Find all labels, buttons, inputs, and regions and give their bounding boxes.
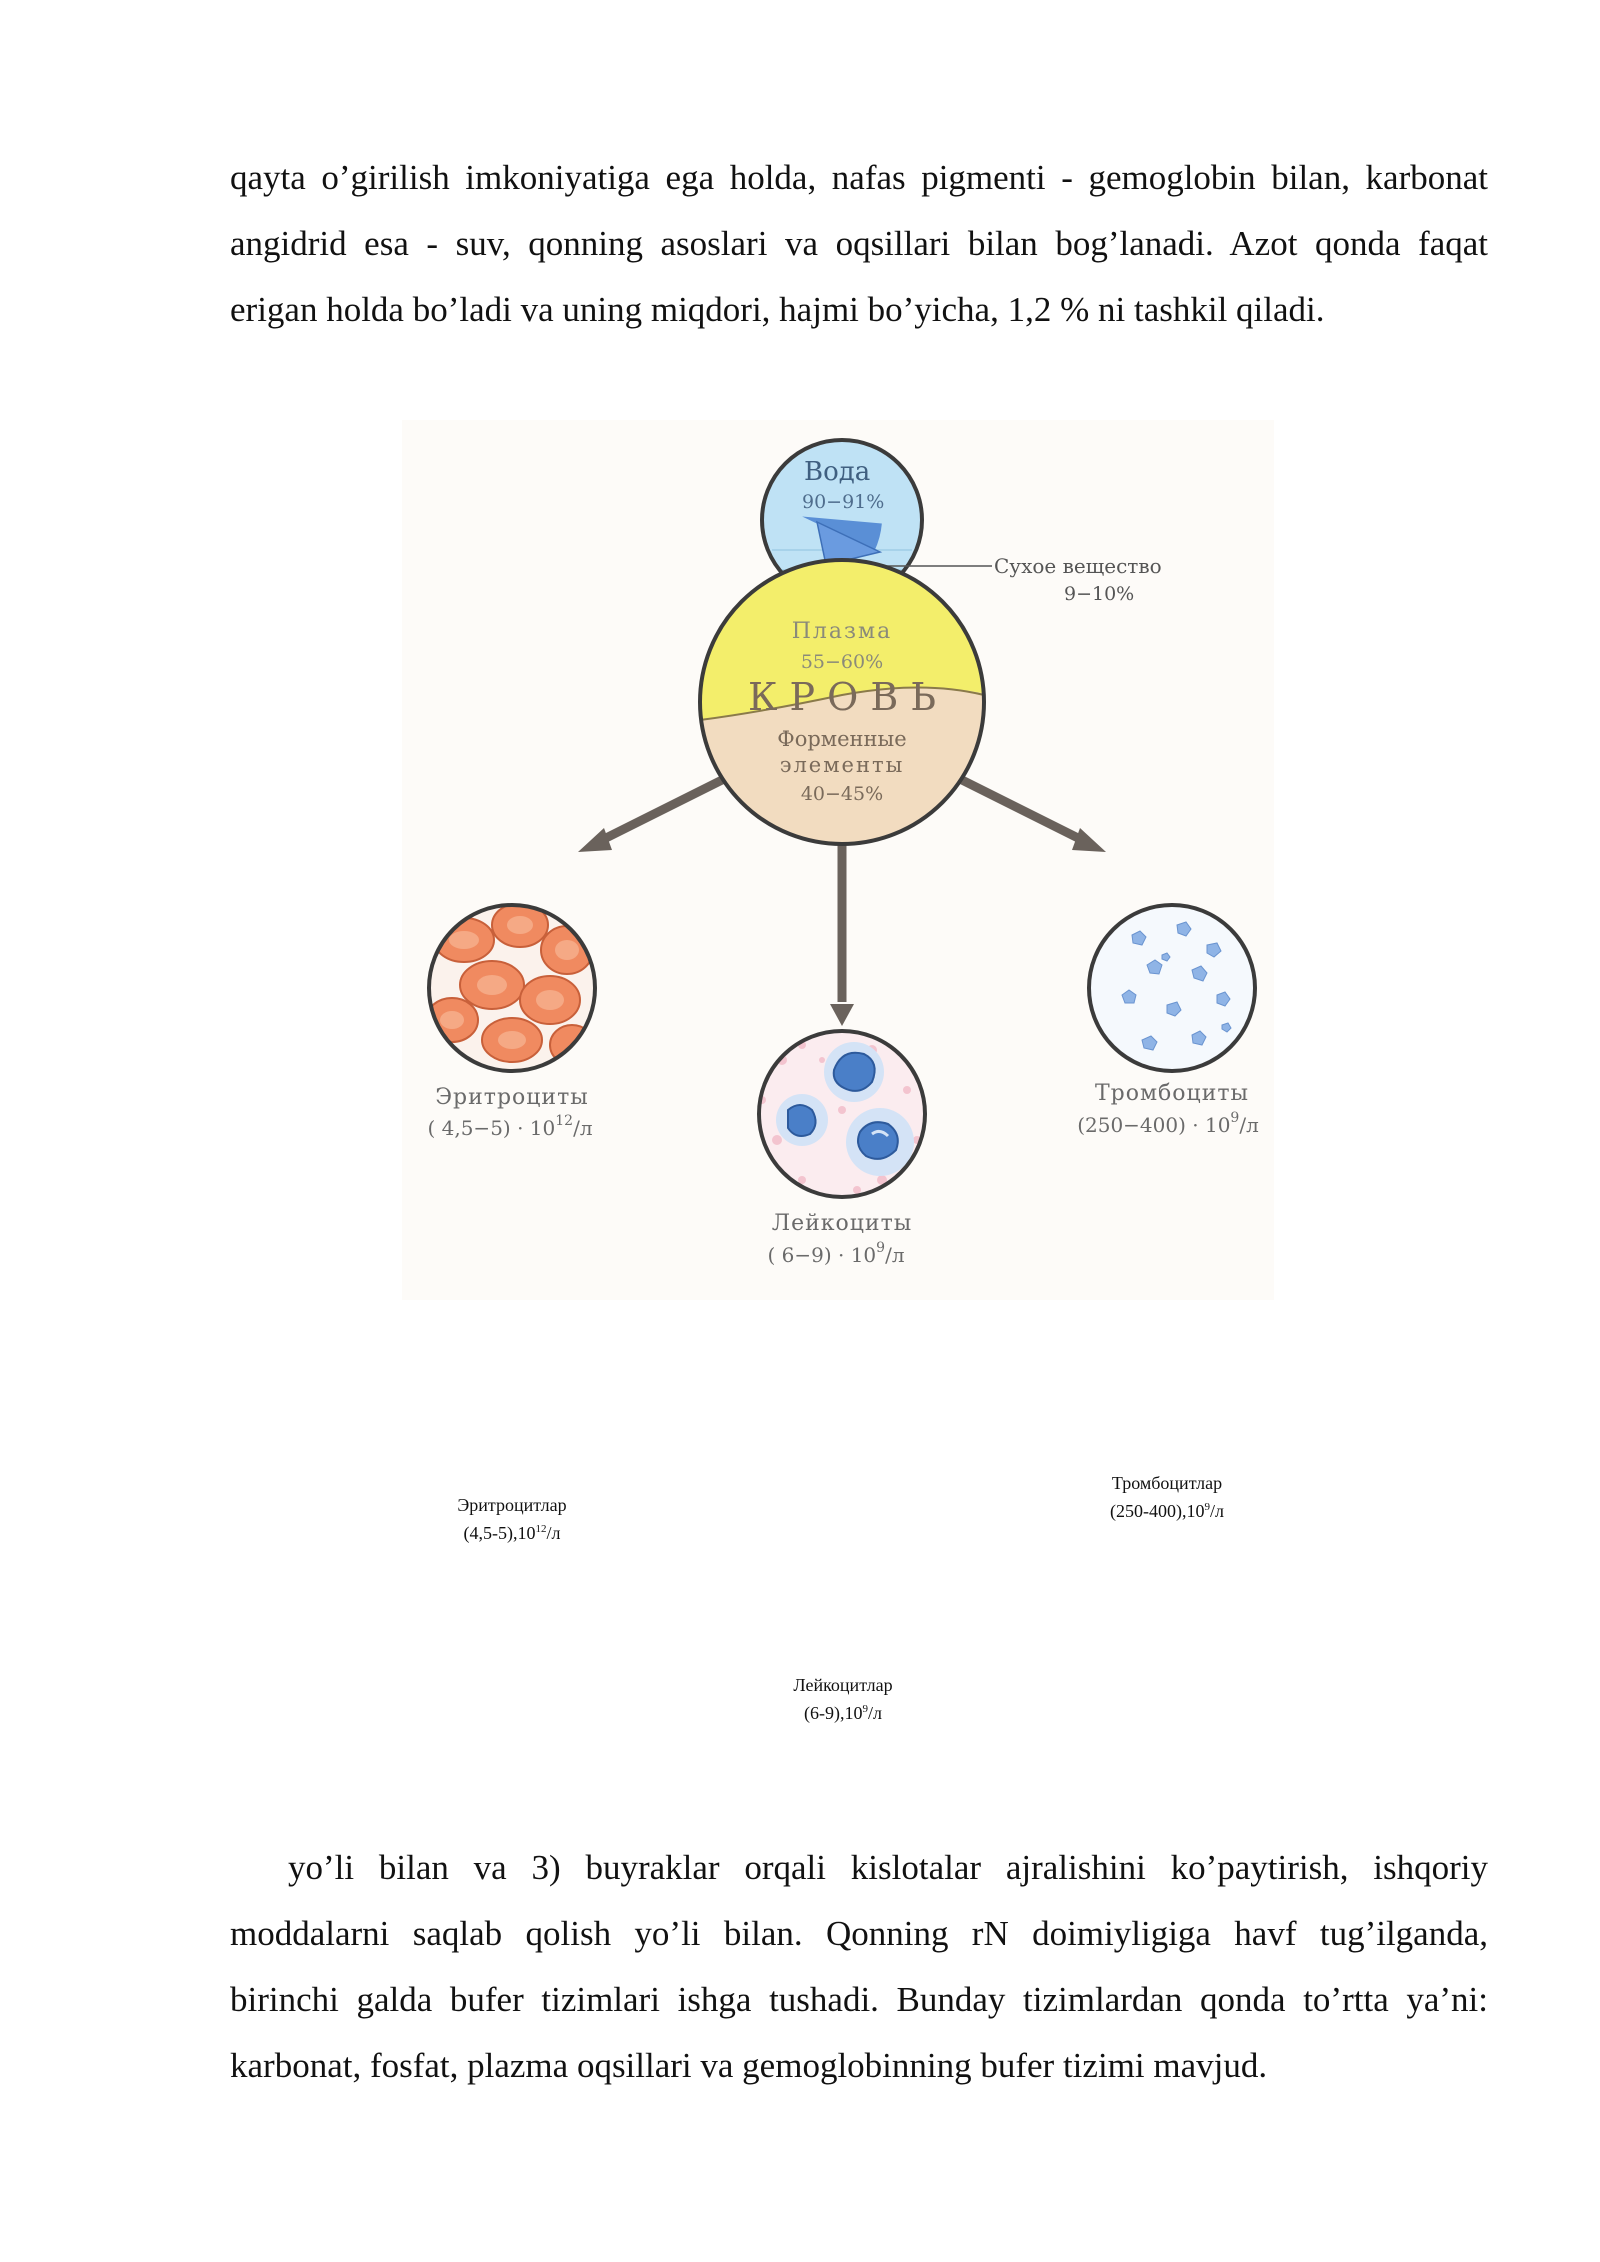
blood-composition-diagram — [402, 420, 1274, 1300]
top-paragraph — [230, 145, 1488, 343]
text-line: karbonat, fosfat, plazma oqsillari va gemoglobinning bufer tizimi mavjud. — [230, 2046, 1268, 2085]
arrowhead-erythrocytes — [578, 828, 612, 852]
thrombocytes-value: $(250-400) \cdot 10^9/л$ — [1077, 1110, 1259, 1137]
caption-erythrocytes-title: Эритроцитлар — [457, 1495, 567, 1515]
thrombocytes-label: Тромбоциты — [1094, 1081, 1250, 1106]
plasma-value: 55−60% — [800, 651, 884, 673]
caption-erythrocytes — [382, 1493, 642, 1545]
water-value: 90−91% — [802, 491, 885, 513]
caption-thrombocytes-value: $(250-400),10^9/л$ — [1110, 1501, 1224, 1521]
caption-leukocytes — [713, 1673, 973, 1725]
plasma-label: Плазма — [791, 619, 893, 644]
blood-label: К Р О В Ь — [748, 675, 936, 719]
dry-matter-value: 9−10% — [1064, 583, 1135, 605]
text-line: moddalarni saqlab qolish yo’li bilan. Qonning rN doimiyligiga havf tug’ilganda, — [230, 1914, 1488, 1953]
caption-leukocytes-value: $(6-9),10^9/л$ — [804, 1703, 882, 1723]
arrowhead-leukocytes — [830, 1004, 854, 1026]
leukocytes-circle — [758, 1031, 925, 1197]
leukocytes-label: Лейкоциты — [771, 1211, 913, 1236]
caption-thrombocytes — [1037, 1471, 1297, 1523]
text-line: angidrid esa - suv, qonning asoslari va oqsillari bilan bog’lanadi. Azot qonda faqat — [230, 224, 1488, 263]
water-label: Вода — [804, 457, 871, 487]
blood-composition-figure — [402, 420, 1274, 1300]
text-line: yo’li bilan va 3) buyraklar orqali kislotalar ajralishini ko’paytirish, ishqoriy — [288, 1848, 1488, 1887]
formed-elements-label-2: элементы — [779, 753, 905, 777]
erythrocytes-label: Эритроциты — [435, 1085, 589, 1110]
formed-elements-value: 40−45% — [800, 783, 884, 805]
thrombocytes-circle — [1089, 905, 1255, 1071]
text-line: qayta o’girilish imkoniyatiga ega holda, nafas pigmenti - gemoglobin bilan, karbonat — [230, 158, 1488, 197]
bottom-paragraph — [230, 1835, 1488, 2099]
text-line: erigan holda bo’ladi va uning miqdori, hajmi bo’yicha, 1,2 % ni tashkil qiladi. — [230, 290, 1325, 329]
formed-elements-label-1: Форменные — [777, 727, 907, 751]
dry-matter-label: Сухое вещество — [994, 554, 1162, 578]
caption-erythrocytes-value: $(4,5-5),10^{12}/л$ — [463, 1523, 561, 1543]
blood-circle — [692, 550, 992, 860]
caption-thrombocytes-title: Тромбоцитлар — [1111, 1473, 1223, 1493]
text-line: birinchi galda bufer tizimlari ishga tushadi. Bunday tizimlardan qonda to’rtta ya’ni: — [230, 1980, 1488, 2019]
leukocytes-value: ( $6-9) \cdot 10^9/л$ — [767, 1240, 905, 1267]
arrow-to-erythrocytes — [602, 780, 722, 840]
erythrocytes-value: ( $4,5-5) \cdot 10^{12}/л$ — [427, 1113, 593, 1140]
arrow-to-thrombocytes — [962, 780, 1082, 840]
arrowhead-thrombocytes — [1072, 828, 1106, 852]
erythrocytes-circle — [426, 903, 595, 1071]
caption-leukocytes-title: Лейкоцитлар — [793, 1675, 893, 1695]
